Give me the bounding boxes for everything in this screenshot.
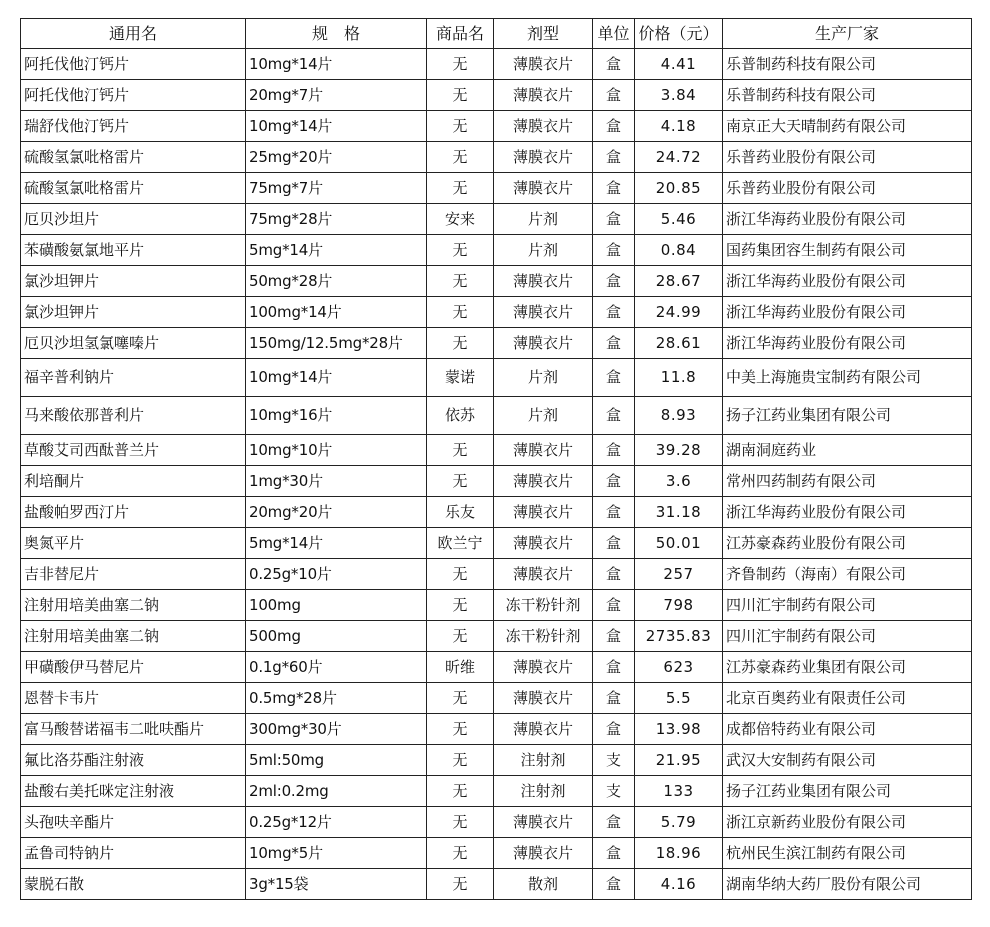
specification-cell: 75mg*7片 [246,173,427,204]
price-cell: 31.18 [635,497,723,528]
specification-cell: 100mg [246,590,427,621]
unit-cell: 盒 [593,807,635,838]
generic-name-cell: 氟比洛芬酯注射液 [21,745,246,776]
dosage-form-cell: 注射剂 [494,745,593,776]
unit-cell: 盒 [593,869,635,900]
unit-cell: 盒 [593,80,635,111]
table-row [21,173,972,204]
drug-price-table [20,18,972,900]
manufacturer-cell: 南京正大天晴制药有限公司 [723,111,972,142]
table-row [21,714,972,745]
specification-cell: 20mg*7片 [246,80,427,111]
brand-name-cell: 昕维 [427,652,494,683]
manufacturer-cell: 四川汇宇制药有限公司 [723,621,972,652]
price-cell: 20.85 [635,173,723,204]
dosage-form-cell: 薄膜衣片 [494,807,593,838]
manufacturer-cell: 杭州民生滨江制药有限公司 [723,838,972,869]
table-row [21,497,972,528]
dosage-form-cell: 薄膜衣片 [494,466,593,497]
price-cell: 50.01 [635,528,723,559]
brand-name-cell: 无 [427,328,494,359]
manufacturer-cell: 浙江华海药业股份有限公司 [723,204,972,235]
price-cell: 8.93 [635,397,723,435]
brand-name-cell: 无 [427,683,494,714]
header-generic-name: 通用名 [21,19,246,49]
header-specification: 规 格 [246,19,427,49]
header-row [21,19,972,49]
dosage-form-cell: 散剂 [494,869,593,900]
header-price: 价格（元） [635,19,723,49]
price-cell: 24.99 [635,297,723,328]
generic-name-cell: 硫酸氢氯吡格雷片 [21,173,246,204]
price-cell: 11.8 [635,359,723,397]
unit-cell: 盒 [593,652,635,683]
manufacturer-cell: 乐普制药科技有限公司 [723,49,972,80]
dosage-form-cell: 薄膜衣片 [494,559,593,590]
specification-cell: 3g*15袋 [246,869,427,900]
dosage-form-cell: 薄膜衣片 [494,497,593,528]
generic-name-cell: 注射用培美曲塞二钠 [21,621,246,652]
price-cell: 5.79 [635,807,723,838]
manufacturer-cell: 浙江华海药业股份有限公司 [723,266,972,297]
dosage-form-cell: 薄膜衣片 [494,111,593,142]
header-brand-name: 商品名 [427,19,494,49]
price-cell: 0.84 [635,235,723,266]
brand-name-cell: 依苏 [427,397,494,435]
unit-cell: 支 [593,776,635,807]
generic-name-cell: 富马酸替诺福韦二吡呋酯片 [21,714,246,745]
specification-cell: 25mg*20片 [246,142,427,173]
dosage-form-cell: 冻干粉针剂 [494,590,593,621]
specification-cell: 150mg/12.5mg*28片 [246,328,427,359]
specification-cell: 10mg*10片 [246,435,427,466]
generic-name-cell: 甲磺酸伊马替尼片 [21,652,246,683]
specification-cell: 5mg*14片 [246,235,427,266]
unit-cell: 盒 [593,559,635,590]
specification-cell: 10mg*14片 [246,359,427,397]
table-row [21,466,972,497]
unit-cell: 盒 [593,266,635,297]
dosage-form-cell: 薄膜衣片 [494,80,593,111]
table-row [21,838,972,869]
unit-cell: 盒 [593,590,635,621]
brand-name-cell: 无 [427,297,494,328]
table-row [21,807,972,838]
manufacturer-cell: 乐普药业股份有限公司 [723,142,972,173]
table-header [21,19,972,49]
brand-name-cell: 无 [427,838,494,869]
dosage-form-cell: 薄膜衣片 [494,528,593,559]
price-cell: 5.5 [635,683,723,714]
price-cell: 4.18 [635,111,723,142]
table-row [21,142,972,173]
price-cell: 798 [635,590,723,621]
unit-cell: 盒 [593,397,635,435]
brand-name-cell: 无 [427,590,494,621]
unit-cell: 盒 [593,435,635,466]
generic-name-cell: 厄贝沙坦片 [21,204,246,235]
unit-cell: 盒 [593,142,635,173]
specification-cell: 500mg [246,621,427,652]
generic-name-cell: 马来酸依那普利片 [21,397,246,435]
generic-name-cell: 恩替卡韦片 [21,683,246,714]
brand-name-cell: 安来 [427,204,494,235]
specification-cell: 50mg*28片 [246,266,427,297]
generic-name-cell: 利培酮片 [21,466,246,497]
dosage-form-cell: 薄膜衣片 [494,435,593,466]
header-unit: 单位 [593,19,635,49]
brand-name-cell: 无 [427,266,494,297]
specification-cell: 0.1g*60片 [246,652,427,683]
unit-cell: 盒 [593,466,635,497]
table-row [21,652,972,683]
dosage-form-cell: 片剂 [494,235,593,266]
unit-cell: 盒 [593,297,635,328]
price-cell: 28.67 [635,266,723,297]
brand-name-cell: 无 [427,142,494,173]
dosage-form-cell: 薄膜衣片 [494,838,593,869]
table-row [21,397,972,435]
manufacturer-cell: 国药集团容生制药有限公司 [723,235,972,266]
manufacturer-cell: 北京百奥药业有限责任公司 [723,683,972,714]
dosage-form-cell: 片剂 [494,359,593,397]
price-cell: 39.28 [635,435,723,466]
generic-name-cell: 孟鲁司特钠片 [21,838,246,869]
specification-cell: 75mg*28片 [246,204,427,235]
price-cell: 133 [635,776,723,807]
unit-cell: 盒 [593,528,635,559]
brand-name-cell: 无 [427,111,494,142]
generic-name-cell: 福辛普利钠片 [21,359,246,397]
price-cell: 4.41 [635,49,723,80]
generic-name-cell: 头孢呋辛酯片 [21,807,246,838]
manufacturer-cell: 浙江华海药业股份有限公司 [723,328,972,359]
price-cell: 21.95 [635,745,723,776]
table-row [21,328,972,359]
brand-name-cell: 无 [427,235,494,266]
table-row [21,745,972,776]
table-row [21,590,972,621]
specification-cell: 100mg*14片 [246,297,427,328]
unit-cell: 盒 [593,621,635,652]
brand-name-cell: 无 [427,776,494,807]
price-cell: 24.72 [635,142,723,173]
manufacturer-cell: 常州四药制药有限公司 [723,466,972,497]
unit-cell: 盒 [593,49,635,80]
manufacturer-cell: 乐普制药科技有限公司 [723,80,972,111]
dosage-form-cell: 薄膜衣片 [494,266,593,297]
price-cell: 3.6 [635,466,723,497]
brand-name-cell: 无 [427,869,494,900]
manufacturer-cell: 扬子江药业集团有限公司 [723,397,972,435]
dosage-form-cell: 片剂 [494,397,593,435]
specification-cell: 0.25g*12片 [246,807,427,838]
unit-cell: 盒 [593,497,635,528]
unit-cell: 盒 [593,235,635,266]
generic-name-cell: 阿托伐他汀钙片 [21,49,246,80]
manufacturer-cell: 湖南华纳大药厂股份有限公司 [723,869,972,900]
generic-name-cell: 瑞舒伐他汀钙片 [21,111,246,142]
manufacturer-cell: 乐普药业股份有限公司 [723,173,972,204]
brand-name-cell: 无 [427,49,494,80]
dosage-form-cell: 薄膜衣片 [494,173,593,204]
unit-cell: 支 [593,745,635,776]
generic-name-cell: 厄贝沙坦氢氯噻嗪片 [21,328,246,359]
table-row [21,80,972,111]
manufacturer-cell: 浙江华海药业股份有限公司 [723,297,972,328]
manufacturer-cell: 齐鲁制药（海南）有限公司 [723,559,972,590]
price-cell: 13.98 [635,714,723,745]
generic-name-cell: 苯磺酸氨氯地平片 [21,235,246,266]
manufacturer-cell: 江苏豪森药业集团有限公司 [723,652,972,683]
price-cell: 4.16 [635,869,723,900]
brand-name-cell: 无 [427,559,494,590]
manufacturer-cell: 成都倍特药业有限公司 [723,714,972,745]
dosage-form-cell: 薄膜衣片 [494,714,593,745]
generic-name-cell: 盐酸右美托咪定注射液 [21,776,246,807]
table-row [21,559,972,590]
brand-name-cell: 无 [427,807,494,838]
brand-name-cell: 欧兰宁 [427,528,494,559]
specification-cell: 300mg*30片 [246,714,427,745]
generic-name-cell: 氯沙坦钾片 [21,297,246,328]
dosage-form-cell: 冻干粉针剂 [494,621,593,652]
generic-name-cell: 蒙脱石散 [21,869,246,900]
brand-name-cell: 乐友 [427,497,494,528]
table-row [21,266,972,297]
manufacturer-cell: 武汉大安制药有限公司 [723,745,972,776]
specification-cell: 5ml:50mg [246,745,427,776]
brand-name-cell: 无 [427,466,494,497]
price-cell: 5.46 [635,204,723,235]
price-cell: 3.84 [635,80,723,111]
specification-cell: 10mg*14片 [246,111,427,142]
generic-name-cell: 吉非替尼片 [21,559,246,590]
dosage-form-cell: 薄膜衣片 [494,652,593,683]
manufacturer-cell: 湖南洞庭药业 [723,435,972,466]
table-row [21,621,972,652]
manufacturer-cell: 扬子江药业集团有限公司 [723,776,972,807]
generic-name-cell: 注射用培美曲塞二钠 [21,590,246,621]
dosage-form-cell: 注射剂 [494,776,593,807]
specification-cell: 2ml:0.2mg [246,776,427,807]
generic-name-cell: 氯沙坦钾片 [21,266,246,297]
table-row [21,359,972,397]
table-row [21,435,972,466]
dosage-form-cell: 薄膜衣片 [494,328,593,359]
specification-cell: 5mg*14片 [246,528,427,559]
unit-cell: 盒 [593,204,635,235]
price-cell: 28.61 [635,328,723,359]
unit-cell: 盒 [593,838,635,869]
brand-name-cell: 蒙诺 [427,359,494,397]
table-row [21,297,972,328]
price-cell: 2735.83 [635,621,723,652]
generic-name-cell: 奥氮平片 [21,528,246,559]
manufacturer-cell: 中美上海施贵宝制药有限公司 [723,359,972,397]
generic-name-cell: 硫酸氢氯吡格雷片 [21,142,246,173]
brand-name-cell: 无 [427,714,494,745]
specification-cell: 10mg*14片 [246,49,427,80]
dosage-form-cell: 薄膜衣片 [494,142,593,173]
unit-cell: 盒 [593,359,635,397]
table-row [21,528,972,559]
specification-cell: 0.25g*10片 [246,559,427,590]
specification-cell: 20mg*20片 [246,497,427,528]
table-body [21,49,972,900]
brand-name-cell: 无 [427,621,494,652]
manufacturer-cell: 浙江华海药业股份有限公司 [723,497,972,528]
price-list-sheet [20,18,971,900]
unit-cell: 盒 [593,173,635,204]
generic-name-cell: 盐酸帕罗西汀片 [21,497,246,528]
header-dosage-form: 剂型 [494,19,593,49]
price-cell: 257 [635,559,723,590]
brand-name-cell: 无 [427,745,494,776]
specification-cell: 1mg*30片 [246,466,427,497]
manufacturer-cell: 浙江京新药业股份有限公司 [723,807,972,838]
specification-cell: 10mg*5片 [246,838,427,869]
specification-cell: 10mg*16片 [246,397,427,435]
table-row [21,776,972,807]
table-row [21,235,972,266]
dosage-form-cell: 片剂 [494,204,593,235]
brand-name-cell: 无 [427,80,494,111]
table-row [21,683,972,714]
dosage-form-cell: 薄膜衣片 [494,683,593,714]
header-manufacturer: 生产厂家 [723,19,972,49]
unit-cell: 盒 [593,683,635,714]
specification-cell: 0.5mg*28片 [246,683,427,714]
generic-name-cell: 阿托伐他汀钙片 [21,80,246,111]
price-cell: 18.96 [635,838,723,869]
brand-name-cell: 无 [427,435,494,466]
unit-cell: 盒 [593,328,635,359]
table-row [21,111,972,142]
table-row [21,869,972,900]
unit-cell: 盒 [593,714,635,745]
price-cell: 623 [635,652,723,683]
brand-name-cell: 无 [427,173,494,204]
table-row [21,204,972,235]
manufacturer-cell: 四川汇宇制药有限公司 [723,590,972,621]
generic-name-cell: 草酸艾司西酞普兰片 [21,435,246,466]
dosage-form-cell: 薄膜衣片 [494,297,593,328]
table-row [21,49,972,80]
dosage-form-cell: 薄膜衣片 [494,49,593,80]
unit-cell: 盒 [593,111,635,142]
manufacturer-cell: 江苏豪森药业股份有限公司 [723,528,972,559]
